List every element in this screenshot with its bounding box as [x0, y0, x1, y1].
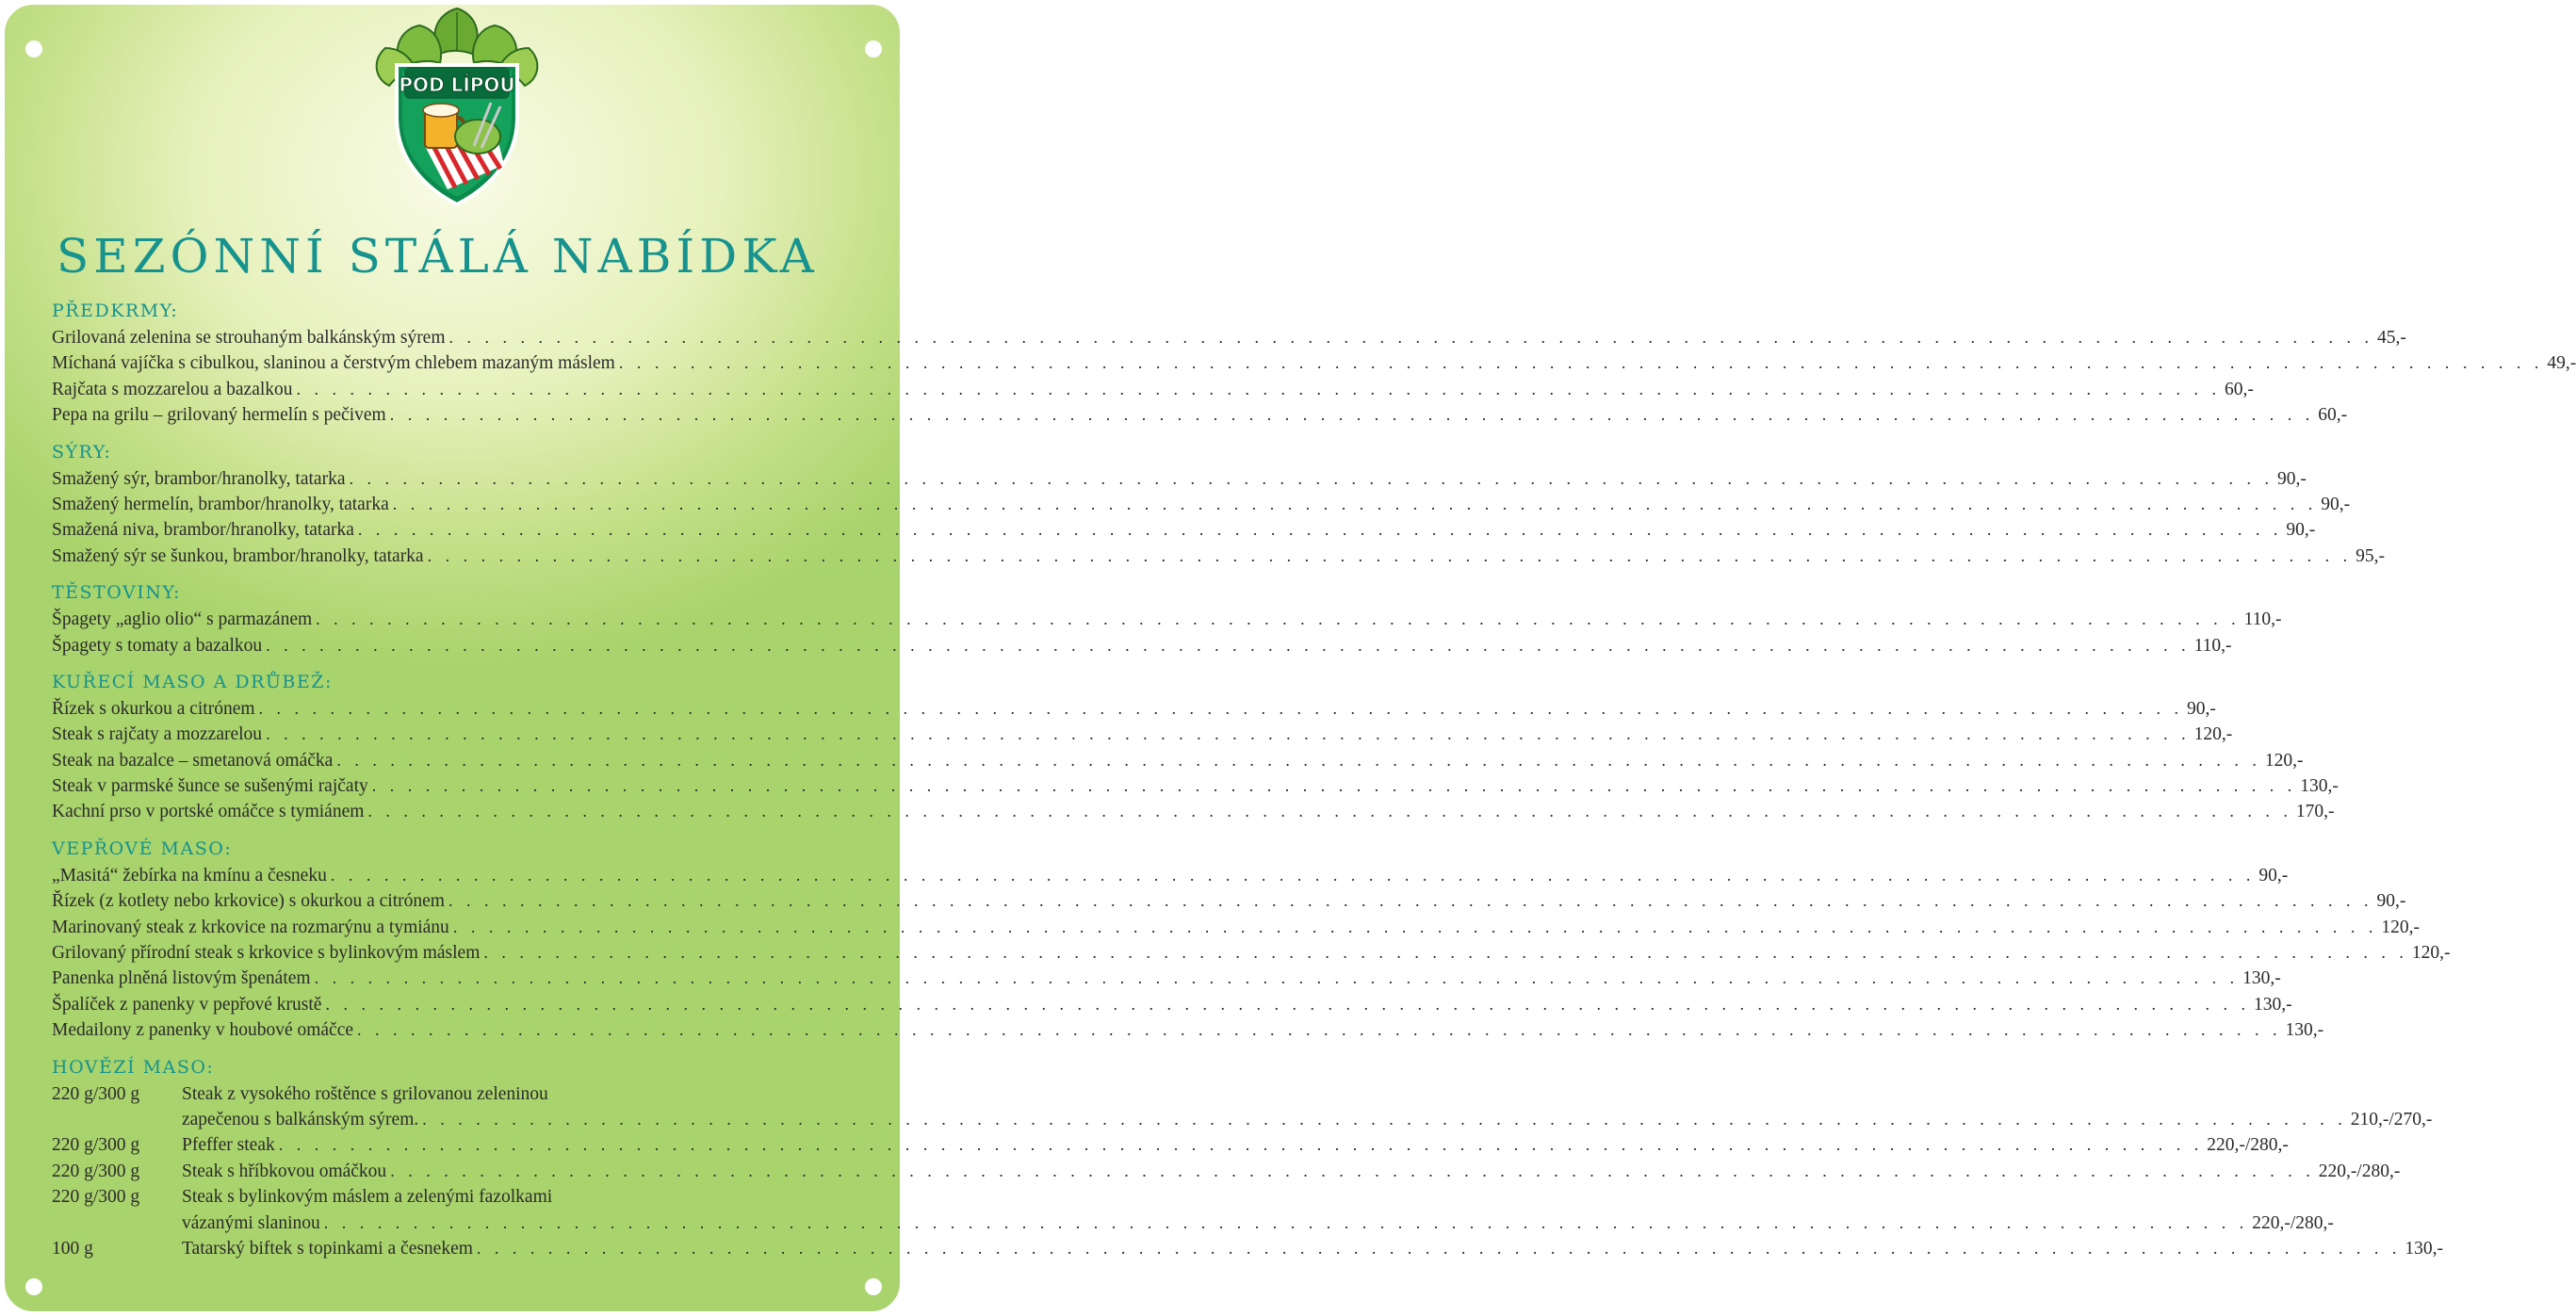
item-price: 130,- [2285, 1020, 2324, 1041]
item-description: Steak s bylinkovým máslem a zelenými fazolkami [182, 1187, 553, 1208]
item-name: Panenka plněná listovým špenátem [52, 968, 311, 989]
dot-leader: . . . . . . . . . . . . . . . . . . . . . . . . . . . . . . . . . . . . . . . . . . . . . . . . . . . . . . . . . . . . . . . . . . . . . . . . . . . . . . . . . . . . . . . . . . . . . . . . . . . . . . . . . . . . [422, 1109, 2347, 1129]
dot-leader: . . . . . . . . . . . . . . . . . . . . . . . . . . . . . . . . . . . . . . . . . . . . . . . . . . . . . . . . . . . . . . . . . . . . . . . . . . . . . . . . . . . . . . . . . . . . . . . . . . . . . . . . . . . . [483, 943, 2408, 963]
dot-leader: . . . . . . . . . . . . . . . . . . . . . . . . . . . . . . . . . . . . . . . . . . . . . . . . . . . . . . . . . . . . . . . . . . . . . . . . . . . . . . . . . . . . . . . . . . . . . . . . . . . . . . . . . . . . [314, 968, 2240, 988]
item-price: 90,- [2276, 468, 2307, 489]
section-title: TĚSTOVINY: [52, 582, 181, 604]
section-title: KUŘECÍ MASO A DRŮBEŽ: [52, 671, 333, 692]
mounting-hole [25, 1278, 42, 1295]
item-price: 45,- [2377, 328, 2406, 348]
item-price: 130,- [2300, 776, 2339, 797]
menu-item [52, 492, 2351, 517]
item-name: Špalíček z panenky v pepřové krustě [52, 994, 322, 1015]
dot-leader: . . . . . . . . . . . . . . . . . . . . . . . . . . . . . . . . . . . . . . . . . . . . . . . . . . . . . . . . . . . . . . . . . . . . . . . . . . . . . . . . . . . . . . . . . . . . . . . . . . . . . . . . . . . . [476, 1238, 2402, 1258]
menu-item [52, 748, 2304, 773]
item-price: 90,- [2286, 520, 2316, 541]
dot-leader: . . . . . . . . . . . . . . . . . . . . . . . . . . . . . . . . . . . . . . . . . . . . . . . . . . . . . . . . . . . . . . . . . . . . . . . . . . . . . . . . . . . . . . . . . . . . . . . . . . . . . . . . . . . . [323, 1212, 2249, 1232]
page-title: SEZÓNNÍ STÁLÁ NABÍDKA [57, 229, 819, 284]
menu-item [52, 1017, 2324, 1043]
item-name: Steak v parmské šunce se sušenými rajčaty [52, 776, 368, 797]
item-name: Tatarský biftek s topinkami a česnekem [182, 1238, 473, 1259]
menu-item [52, 863, 2289, 888]
dot-leader: . . . . . . . . . . . . . . . . . . . . . . . . . . . . . . . . . . . . . . . . . . . . . . . . . . . . . . . . . . . . . . . . . . . . . . . . . . . . . . . . . . . . . . . . . . . . . . . . . . . . . . . . . . . . [296, 379, 2222, 398]
item-name: Grilovaná zelenina se strouhaným balkánským sýrem [52, 328, 446, 348]
section-title: HOVĚZÍ MASO: [52, 1056, 215, 1078]
dot-leader: . . . . . . . . . . . . . . . . . . . . . . . . . . . . . . . . . . . . . . . . . . . . . . . . . . . . . . . . . . . . . . . . . . . . . . . . . . . . . . . . . . . . . . . . . . . . . . . . . . . . . . . . . . . . [371, 776, 2297, 796]
dot-leader: . . . . . . . . . . . . . . . . . . . . . . . . . . . . . . . . . . . . . . . . . . . . . . . . . . . . . . . . . . . . . . . . . . . . . . . . . . . . . . . . . . . . . . . . . . . . . . . . . . . . . . . . . . . . [336, 750, 2261, 770]
dot-leader: . . . . . . . . . . . . . . . . . . . . . . . . . . . . . . . . . . . . . . . . . . . . . . . . . . . . . . . . . . . . . . . . . . . . . . . . . . . . . . . . . . . . . . . . . . . . . . . . . . . . . . . . . . . . [266, 724, 2191, 744]
item-price: 120,- [2411, 943, 2451, 964]
menu-item [52, 607, 2282, 632]
menu-item [52, 1081, 2433, 1133]
dot-leader: . . . . . . . . . . . . . . . . . . . . . . . . . . . . . . . . . . . . . . . . . . . . . . . . . . . . . . . . . . . . . . . . . . . . . . . . . . . . . . . . . . . . . . . . . . . . . . . . . . . . . . . . . . . . [367, 802, 2292, 821]
item-price: 220,-/280,- [2252, 1212, 2334, 1233]
dot-leader: . . . . . . . . . . . . . . . . . . . . . . . . . . . . . . . . . . . . . . . . . . . . . . . . . . . . . . . . . . . . . . . . . . . . . . . . . . . . . . . . . . . . . . . . . . . . . . . . . . . . . . . . . . . . [325, 994, 2250, 1014]
item-price: 130,- [2242, 968, 2281, 989]
item-description: Steak z vysokého roštěnce s grilovanou zeleninou [182, 1083, 548, 1104]
item-name: Špagety s tomaty a bazalkou [52, 635, 263, 656]
dot-leader: . . . . . . . . . . . . . . . . . . . . . . . . . . . . . . . . . . . . . . . . . . . . . . . . . . . . . . . . . . . . . . . . . . . . . . . . . . . . . . . . . . . . . . . . . . . . . . . . . . . . . . . . . . . . [427, 545, 2353, 565]
menu-item [52, 888, 2406, 914]
menu-item [52, 517, 2316, 543]
item-name: Steak s hříbkovou omáčkou [182, 1161, 387, 1181]
dot-leader: . . . . . . . . . . . . . . . . . . . . . . . . . . . . . . . . . . . . . . . . . . . . . . . . . . . . . . . . . . . . . . . . . . . . . . . . . . . . . . . . . . . . . . . . . . . . . . . . . . . . . . . . . . . . [316, 609, 2241, 629]
item-price: 90,- [2187, 698, 2216, 719]
item-name: Medailony z panenky v houbové omáčce [52, 1020, 354, 1041]
menu-section-testoviny [52, 579, 2282, 658]
item-weight: 220 g/300 g [52, 1187, 140, 1208]
item-price: 90,- [2258, 865, 2289, 885]
item-weight: 220 g/300 g [52, 1161, 140, 1181]
dot-leader: . . . . . . . . . . . . . . . . . . . . . . . . . . . . . . . . . . . . . . . . . . . . . . . . . . . . . . . . . . . . . . . . . . . . . . . . . . . . . . . . . . . . . . . . . . . . . . . . . . . . . . . . . . . . [390, 1161, 2315, 1180]
item-name: Míchaná vajíčka s cibulkou, slaninou a čerstvým chlebem mazaným máslem [52, 353, 615, 374]
item-name: Špagety „aglio olio“ s parmazánem [52, 609, 313, 630]
menu-item [52, 350, 2576, 376]
item-name: zapečenou s balkánským sýrem. [182, 1109, 419, 1129]
menu-item [52, 940, 2451, 966]
item-price: 110,- [2243, 609, 2282, 630]
menu-item [52, 633, 2232, 658]
item-name: Pfeffer steak [182, 1135, 275, 1156]
item-price: 220,-/280,- [2318, 1161, 2401, 1181]
item-name: Grilovaný přírodní steak s krkovice s bylinkovým máslem [52, 943, 481, 964]
menu-section-kureci [52, 669, 2339, 825]
dot-leader: . . . . . . . . . . . . . . . . . . . . . . . . . . . . . . . . . . . . . . . . . . . . . . . . . . . . . . . . . . . . . . . . . . . . . . . . . . . . . . . . . . . . . . . . . . . . . . . . . . . . . . . . . . . . [266, 635, 2191, 655]
item-price: 130,- [2253, 994, 2292, 1015]
item-weight: 220 g/300 g [52, 1135, 140, 1156]
item-price: 90,- [2376, 891, 2406, 912]
dot-leader: . . . . . . . . . . . . . . . . . . . . . . . . . . . . . . . . . . . . . . . . . . . . . . . . . . . . . . . . . . . . . . . . . . . . . . . . . . . . . . . . . . . . . . . . . . . . . . . . . . . . . . . . . . . . [392, 494, 2318, 513]
item-price: 130,- [2405, 1238, 2444, 1259]
item-price: 120,- [2193, 724, 2233, 745]
menu-item [52, 1132, 2289, 1158]
mounting-hole [865, 1278, 882, 1295]
menu-item [52, 915, 2420, 940]
section-title: PŘEDKRMY: [52, 301, 179, 321]
menu-item [52, 377, 2254, 402]
menu-item [52, 1184, 2334, 1236]
item-name: Steak s rajčaty a mozzarelou [52, 724, 263, 745]
dot-leader: . . . . . . . . . . . . . . . . . . . . . . . . . . . . . . . . . . . . . . . . . . . . . . . . . . . . . . . . . . . . . . . . . . . . . . . . . . . . . . . . . . . . . . . . . . . . . . . . . . . . . . . . . . . . [448, 891, 2373, 911]
menu-section-veprove [52, 836, 2451, 1044]
item-name: Pepa na grilu – grilovaný hermelín s pečivem [52, 405, 386, 426]
item-name: Smažená niva, brambor/hranolky, tatarka [52, 520, 354, 541]
section-title: VEPŘOVÉ MASO: [52, 837, 233, 859]
item-name: Kachní prso v portské omáčce s tymiánem [52, 802, 365, 822]
dot-leader: . . . . . . . . . . . . . . . . . . . . . . . . . . . . . . . . . . . . . . . . . . . . . . . . . . . . . . . . . . . . . . . . . . . . . . . . . . . . . . . . . . . . . . . . . . . . . . . . . . . . . . . . . . . . [452, 917, 2378, 936]
item-price: 210,-/270,- [2350, 1109, 2433, 1129]
menu-item [52, 773, 2339, 799]
menu-section-predkrmy [52, 298, 2576, 429]
item-name: Řízek (z kotlety nebo krkovice) s okurkou a citrónem [52, 891, 445, 912]
menu-item [52, 799, 2335, 824]
item-price: 60,- [2225, 379, 2254, 399]
dot-leader: . . . . . . . . . . . . . . . . . . . . . . . . . . . . . . . . . . . . . . . . . . . . . . . . . . . . . . . . . . . . . . . . . . . . . . . . . . . . . . . . . . . . . . . . . . . . . . . . . . . . . . . . . . . . [330, 865, 2256, 885]
menu-item [52, 992, 2292, 1017]
dot-leader: . . . . . . . . . . . . . . . . . . . . . . . . . . . . . . . . . . . . . . . . . . . . . . . . . . . . . . . . . . . . . . . . . . . . . . . . . . . . . . . . . . . . . . . . . . . . . . . . . . . . . . . . . . . . [448, 328, 2374, 347]
item-weight: 100 g [52, 1238, 93, 1259]
menu-item [52, 696, 2216, 722]
menu-section-hovezi [52, 1054, 2444, 1262]
menu-item [52, 544, 2385, 569]
item-name: Smažený sýr se šunkou, brambor/hranolky, tatarka [52, 545, 424, 566]
item-weight: 220 g/300 g [52, 1083, 140, 1104]
dot-leader: . . . . . . . . . . . . . . . . . . . . . . . . . . . . . . . . . . . . . . . . . . . . . . . . . . . . . . . . . . . . . . . . . . . . . . . . . . . . . . . . . . . . . . . . . . . . . . . . . . . . . . . . . . . . [349, 468, 2274, 488]
item-name: Rajčata s mozzarelou a bazalkou [52, 379, 293, 399]
item-price: 49,- [2547, 353, 2576, 374]
item-price: 90,- [2321, 494, 2351, 514]
menu-item [52, 722, 2233, 747]
menu-item [52, 1236, 2444, 1261]
dot-leader: . . . . . . . . . . . . . . . . . . . . . . . . . . . . . . . . . . . . . . . . . . . . . . . . . . . . . . . . . . . . . . . . . . . . . . . . . . . . . . . . . . . . . . . . . . . . . . . . . . . . . . . . . . . . [357, 1020, 2282, 1040]
menu-item [52, 325, 2406, 350]
menu-item [52, 966, 2281, 991]
menu-item [52, 402, 2348, 428]
dot-leader: . . . . . . . . . . . . . . . . . . . . . . . . . . . . . . . . . . . . . . . . . . . . . . . . . . . . . . . . . . . . . . . . . . . . . . . . . . . . . . . . . . . . . . . . . . . . . . . . . . . . . . . . . . . . [258, 698, 2184, 718]
item-price: 60,- [2318, 405, 2348, 426]
item-price: 170,- [2295, 802, 2335, 822]
item-name: „Masitá“ žebírka na kmínu a česneku [52, 865, 327, 885]
dot-leader: . . . . . . . . . . . . . . . . . . . . . . . . . . . . . . . . . . . . . . . . . . . . . . . . . . . . . . . . . . . . . . . . . . . . . . . . . . . . . . . . . . . . . . . . . . . . . . . . . . . . . . . . . . . . [357, 520, 2283, 540]
dot-leader: . . . . . . . . . . . . . . . . . . . . . . . . . . . . . . . . . . . . . . . . . . . . . . . . . . . . . . . . . . . . . . . . . . . . . . . . . . . . . . . . . . . . . . . . . . . . . . . . . . . . . . . . . . . . [389, 405, 2315, 425]
item-name: vázanými slaninou [182, 1212, 320, 1233]
mounting-hole [25, 41, 42, 57]
dot-leader: . . . . . . . . . . . . . . . . . . . . . . . . . . . . . . . . . . . . . . . . . . . . . . . . . . . . . . . . . . . . . . . . . . . . . . . . . . . . . . . . . . . . . . . . . . . . . . . . . . . . . . . . . . . . [278, 1135, 2204, 1155]
item-price: 95,- [2356, 545, 2385, 566]
pod-lipou-logo [363, 5, 551, 212]
item-price: 220,-/280,- [2207, 1135, 2289, 1156]
dot-leader: . . . . . . . . . . . . . . . . . . . . . . . . . . . . . . . . . . . . . . . . . . . . . . . . . . . . . . . . . . . . . . . . . . . . . . . . . . . . . . . . . . . . . . . . . . . . . . . . . . . . . . . . . . . . [618, 353, 2544, 373]
section-title: SÝRY: [52, 441, 112, 463]
menu-section-syry [52, 439, 2385, 570]
mounting-hole [865, 41, 882, 57]
item-price: 120,- [2264, 750, 2304, 771]
menu-item [52, 1159, 2401, 1184]
item-name: Smažený hermelín, brambor/hranolky, tatarka [52, 494, 389, 514]
item-name: Marinovaný steak z krkovice na rozmarýnu a tymiánu [52, 917, 449, 937]
menu-item [52, 466, 2307, 492]
item-name: Řízek s okurkou a citrónem [52, 698, 255, 719]
item-price: 120,- [2381, 917, 2420, 937]
svg-text:POD LÍPOU: POD LÍPOU [399, 73, 515, 96]
item-price: 110,- [2193, 635, 2232, 656]
item-name: Steak na bazalce – smetanová omáčka [52, 750, 334, 771]
item-name: Smažený sýr, brambor/hranolky, tatarka [52, 468, 346, 489]
menu-list [52, 298, 2576, 1261]
